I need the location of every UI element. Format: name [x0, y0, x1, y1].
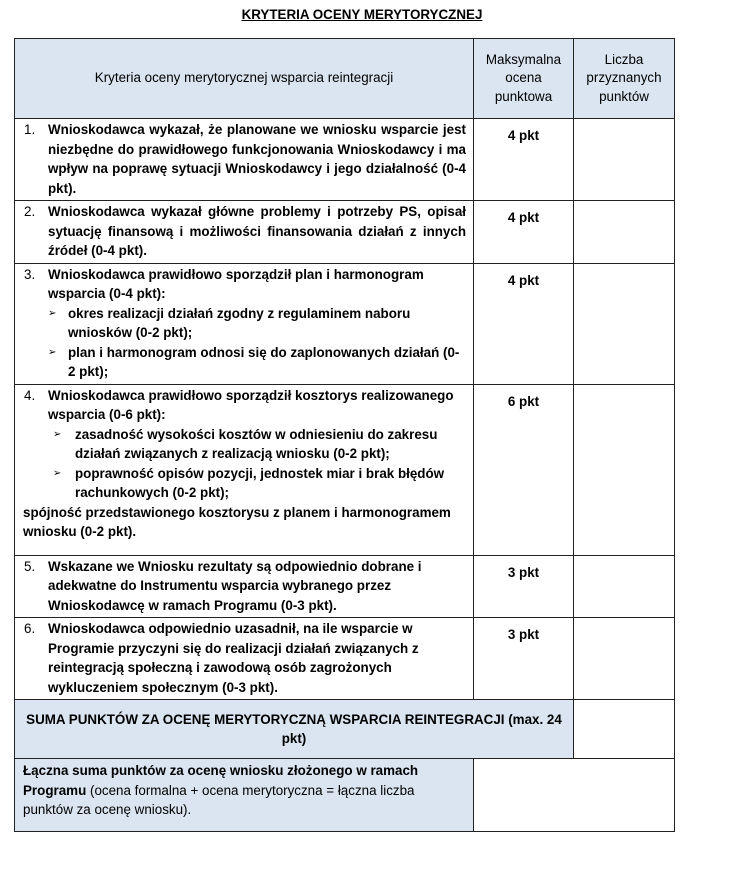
criterion-4: [15, 384, 474, 555]
total-label: Łączna suma punktów za ocenę wniosku złożonego w ramach Programu: [23, 763, 419, 798]
max-points: 6 pkt: [474, 384, 574, 555]
sum-label: SUMA PUNKTÓW ZA OCENĘ MERYTORYCZNĄ WSPARCIA REINTEGRACJI (max. 24 pkt): [15, 700, 574, 759]
table-row: [15, 263, 675, 384]
arrow-bullet-icon: ➢: [48, 346, 57, 358]
criteria-table: [14, 38, 675, 759]
criterion-number: 6.: [24, 621, 36, 636]
header-awarded: Liczba przyznanych punktów: [574, 39, 675, 119]
criterion-number: 5.: [24, 558, 36, 574]
criterion-number: 2.: [24, 204, 36, 219]
sub-criterion: spójność przedstawionego kosztorysu z planem i harmonogramem wniosku (0-2 pkt).: [23, 504, 451, 539]
awarded-points-cell[interactable]: [574, 263, 675, 384]
awarded-points-cell[interactable]: [574, 119, 675, 201]
table-row: [15, 201, 675, 264]
total-label-cell: [15, 759, 474, 832]
awarded-points-cell[interactable]: [574, 618, 675, 700]
arrow-bullet-icon: ➢: [53, 428, 62, 440]
criterion-1: [15, 119, 474, 201]
sub-criterion: ➢ poprawność opisów pozycji, jednostek miar i brak błędów rachunkowych (0-2 pkt);: [53, 465, 445, 500]
arrow-bullet-icon: ➢: [53, 467, 62, 479]
table-header-row: [15, 39, 675, 119]
total-note: (ocena formalna + ocena merytoryczna = łączna liczba punktów za ocenę wniosku).: [23, 782, 415, 817]
awarded-points-cell[interactable]: [574, 384, 675, 555]
table-row: [15, 384, 675, 555]
header-max-score: Maksymalna ocena punktowa: [474, 39, 574, 119]
total-row: [15, 759, 675, 832]
criterion-text: Wnioskodawca odpowiednio uzasadnił, na ile wsparcie w Programie przyczyni się do realizacji działań związanych z reintegracją społeczną i zawodową osób zagrożonych wykluczeniem społecznym (0-3 pkt).: [48, 621, 419, 695]
max-points: 4 pkt: [474, 263, 574, 384]
criterion-number: 1.: [24, 122, 36, 137]
page-title: KRYTERIA OCENY MERYTORYCZNEJ: [241, 7, 483, 22]
table-row: [15, 618, 675, 700]
max-points: 4 pkt: [474, 119, 574, 201]
criterion-text: Wnioskodawca prawidłowo sporządził plan i harmonogram wsparcia (0-4 pkt):: [48, 266, 424, 301]
criterion-text: Wskazane we Wniosku rezultaty są odpowiednio dobrane i adekwatne do Instrumentu wsparcia wybranego przez Wnioskodawcę w ramach Programu (0-3 pkt).: [48, 558, 422, 613]
criterion-number: 3.: [24, 266, 36, 282]
sum-awarded-cell[interactable]: [574, 700, 675, 759]
criterion-5: [15, 555, 474, 618]
max-points: 3 pkt: [474, 555, 574, 618]
max-points: 3 pkt: [474, 618, 574, 700]
criterion-text: Wnioskodawca wykazał, że planowane we wniosku wsparcie jest niezbędne do prawidłowego funkcjonowania Wnioskodawcy i ma wpływ na poprawę sytuacji Wnioskodawcy i jego działalność (0-4 pkt).: [48, 122, 466, 196]
sub-criterion: ➢ plan i harmonogram odnosi się do zaplonowanych działań (0-2 pkt);: [48, 344, 460, 379]
total-value-cell[interactable]: [474, 759, 675, 832]
sub-criterion: ➢ okres realizacji działań zgodny z regulaminem naboru wniosków (0-2 pkt);: [48, 305, 411, 340]
criterion-2: [15, 201, 474, 264]
criterion-number: 4.: [24, 387, 36, 403]
awarded-points-cell[interactable]: [574, 201, 675, 264]
table-row: [15, 119, 675, 201]
sub-criterion: ➢ zasadność wysokości kosztów w odniesieniu do zakresu działań związanych z realizacją wniosku (0-2 pkt);: [53, 426, 438, 461]
criterion-3: [15, 263, 474, 384]
criterion-text: Wnioskodawca prawidłowo sporządził kosztorys realizowanego wsparcia (0-6 pkt):: [48, 387, 454, 422]
criterion-6: [15, 618, 474, 700]
sum-row: [15, 700, 675, 759]
awarded-points-cell[interactable]: [574, 555, 675, 618]
arrow-bullet-icon: ➢: [48, 307, 57, 319]
total-table: [14, 758, 675, 832]
table-row: [15, 555, 675, 618]
max-points: 4 pkt: [474, 201, 574, 264]
criterion-text: Wnioskodawca wykazał główne problemy i potrzeby PS, opisał sytuację finansową i możliwości finansowania działań z innych źródeł (0-4 pkt).: [48, 204, 466, 258]
header-criteria: Kryteria oceny merytorycznej wsparcia reintegracji: [15, 39, 474, 119]
